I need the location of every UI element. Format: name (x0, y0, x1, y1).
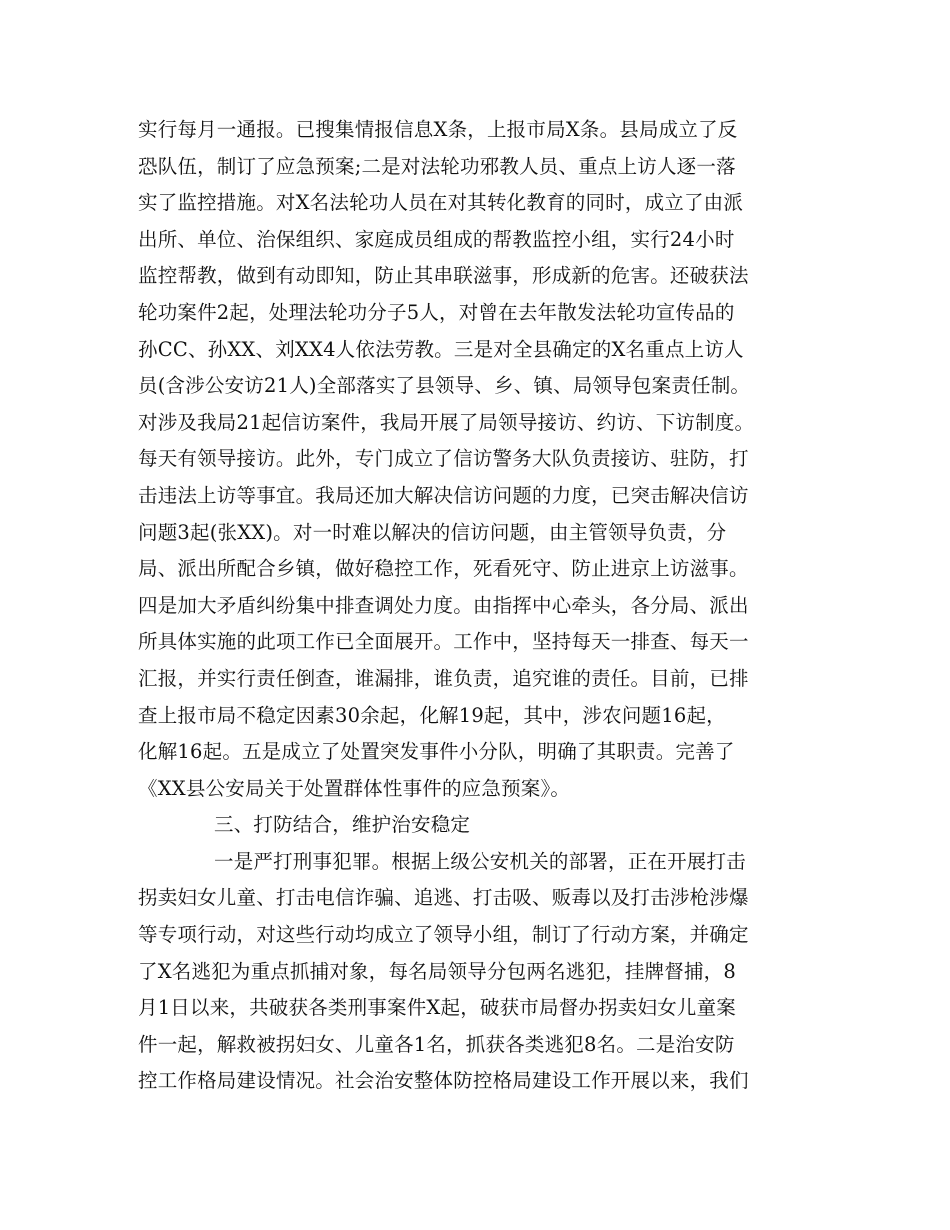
section-heading: 三、打防结合，维护治安稳定 (214, 813, 471, 837)
text-line: 拐卖妇女儿童、打击电信诈骗、追逃、打击吸、贩毒以及打击涉枪涉爆 (138, 886, 749, 910)
text-line: 出所、单位、治保组织、家庭成员组成的帮教监控小组，实行24小时 (138, 227, 735, 251)
paragraph-first-line: 一是严打刑事犯罪。根据上级公安机关的部署，正在开展打击 (214, 849, 746, 873)
text-line: 员(含涉公安访21人)全部落实了县领导、乡、镇、局领导包案责任制。 (138, 374, 751, 398)
text-line: 等专项行动，对这些行动均成立了领导小组，制订了行动方案，并确定 (138, 923, 749, 947)
text-line: 《XX县公安局关于处置群体性事件的应急预案》。 (138, 776, 571, 800)
text-line: 月1日以来，共破获各类刑事案件X起，破获市局督办拐卖妇女儿童案 (138, 996, 736, 1020)
text-line: 实行每月一通报。已搜集情报信息X条，上报市局X条。县局成立了反 (138, 118, 738, 141)
text-line: 控工作格局建设情况。社会治安整体防控格局建设工作开展以来，我们 (138, 1069, 749, 1093)
text-line: 化解16起。五是成立了处置突发事件小分队，明确了其职责。完善了 (138, 740, 735, 764)
text-line: 所具体实施的此项工作已全面展开。工作中，坚持每天一排查、每天一 (138, 630, 749, 654)
text-line: 了X名逃犯为重点抓捕对象，每名局领导分包两名逃犯，挂牌督捕，8 (138, 959, 736, 983)
text-line: 击违法上访等事宜。我局还加大解决信访问题的力度，已突击解决信访 (138, 483, 749, 507)
document-body (138, 112, 828, 1100)
text-line: 局、派出所配合乡镇，做好稳控工作，死看死守、防止进京上访滋事。 (138, 557, 749, 581)
text-line: 件一起，解救被拐妇女、儿童各1名，抓获各类逃犯8名。二是治安防 (138, 1032, 735, 1056)
text-line: 孙CC、孙XX、刘XX4人依法劳教。三是对全县确定的X名重点上访人 (138, 337, 744, 361)
text-line: 实了监控措施。对X名法轮功人员在对其转化教育的同时，成立了由派 (138, 191, 744, 215)
text-line: 四是加大矛盾纠纷集中排查调处力度。由指挥中心牵头，各分局、派出 (138, 593, 749, 617)
text-line: 对涉及我局21起信访案件，我局开展了局领导接访、约访、下访制度。 (138, 410, 755, 434)
text-line: 轮功案件2起，处理法轮功分子5人，对曾在去年散发法轮功宣传品的 (138, 300, 735, 324)
text-line: 每天有领导接访。此外，专门成立了信访警务大队负责接访、驻防，打 (138, 447, 749, 471)
text-line: 监控帮教，做到有动即知，防止其串联滋事，形成新的危害。还破获法 (138, 264, 749, 288)
text-line: 查上报市局不稳定因素30余起，化解19起，其中，涉农问题16起， (138, 703, 726, 727)
text-line: 汇报，并实行责任倒查，谁漏排，谁负责，追究谁的责任。目前，已排 (138, 666, 749, 690)
text-line: 恐队伍，制订了应急预案;二是对法轮功邪教人员、重点上访人逐一落 (138, 154, 736, 178)
text-line: 问题3起(张XX)。对一时难以解决的信访问题，由主管领导负责，分 (138, 520, 727, 544)
